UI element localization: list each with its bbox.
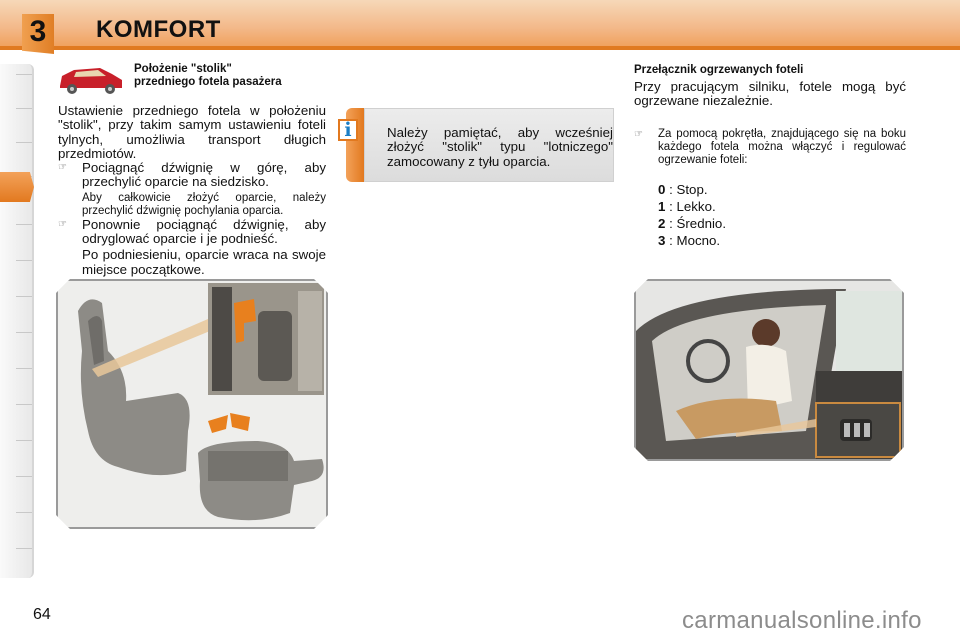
page-number: 64 [33,606,51,623]
pointing-hand-icon: ☞ [634,129,643,140]
watermark: carmanualsonline.info [682,607,922,634]
page-title: KOMFORT [96,16,221,43]
pointing-hand-icon: ☞ [58,162,67,174]
heated-seats-step [634,128,906,167]
side-tab-divider [16,476,32,477]
instruction-step [634,128,906,167]
side-tab-divider [16,74,32,75]
side-tab-divider [16,332,32,333]
side-tab-divider [16,440,32,441]
step-note: Po podniesieniu, oparcie wraca na swoje miejsce początkowe. [82,247,326,277]
section-heading-table-position [134,63,282,89]
step-text: Za pomocą pokrętła, znajdującego się na boku każdego fotela można włączyć i regulować ogrzewanie foteli: [658,128,906,166]
instruction-step [58,218,326,277]
level-label: : Średnio. [669,216,727,231]
instruction-step [58,161,326,218]
table-position-instructions [58,104,326,277]
car-interior-drawing [636,281,902,459]
heating-level [658,232,726,249]
heated-seats-intro: Przy pracującym silniku, fotele mogą być ogrzewane niezależnie. [634,79,906,109]
step-note: Aby całkowicie złożyć oparcie, należy przechylić dźwignię pochylania oparcia. [82,191,326,217]
heading-line: przedniego fotela pasażera [134,76,282,88]
step-text: Pociągnąć dźwignię w górę, aby przechylić oparcie na siedzisko. [82,160,326,190]
seat-table-position-illustration [56,279,328,529]
heating-levels-list [658,181,726,249]
side-tab-divider [16,296,32,297]
level-number: 3 [658,233,666,248]
side-tab-active-chapter[interactable] [0,172,34,202]
section-heading-heated-seats: Przełącznik ogrzewanych foteli [634,64,804,76]
heating-level [658,198,726,215]
info-icon: i [338,119,358,141]
seat-drawing [58,281,326,527]
heating-level [658,181,726,198]
info-text: Należy pamiętać, aby wcześniej złożyć "stolik" typu "lotniczego" zamocowany z tyłu oparcia. [387,125,613,169]
info-note-box [346,108,614,182]
level-label: : Mocno. [669,233,721,248]
chapter-side-rail [0,64,34,578]
heating-level [658,215,726,232]
side-tab-divider [16,224,32,225]
level-label: : Lekko. [669,199,716,214]
side-tab-divider [16,512,32,513]
level-label: : Stop. [669,182,708,197]
side-tab-divider [16,142,32,143]
step-text: Ponownie pociągnąć dźwignię, aby odryglować oparcie i je podnieść. [82,216,326,247]
heading-line: Położenie "stolik" [134,63,232,75]
car-side-icon [56,62,126,98]
level-number: 1 [658,199,666,214]
heated-seat-switch-illustration [634,279,904,461]
side-tab-divider [16,368,32,369]
info-body [364,108,614,182]
side-tab-divider [16,260,32,261]
header-divider [0,46,960,50]
intro-paragraph: Ustawienie przedniego fotela w położeniu "stolik", przy takim samym ustawieniu foteli tylnych, umożliwia transport długich przedmiotów. [58,103,326,161]
side-tab-divider [16,108,32,109]
pointing-hand-icon: ☞ [58,218,67,230]
level-number: 2 [658,216,666,231]
side-tab-divider [16,548,32,549]
chapter-number: 3 [29,15,47,48]
side-tab-divider [16,404,32,405]
level-number: 0 [658,182,666,197]
